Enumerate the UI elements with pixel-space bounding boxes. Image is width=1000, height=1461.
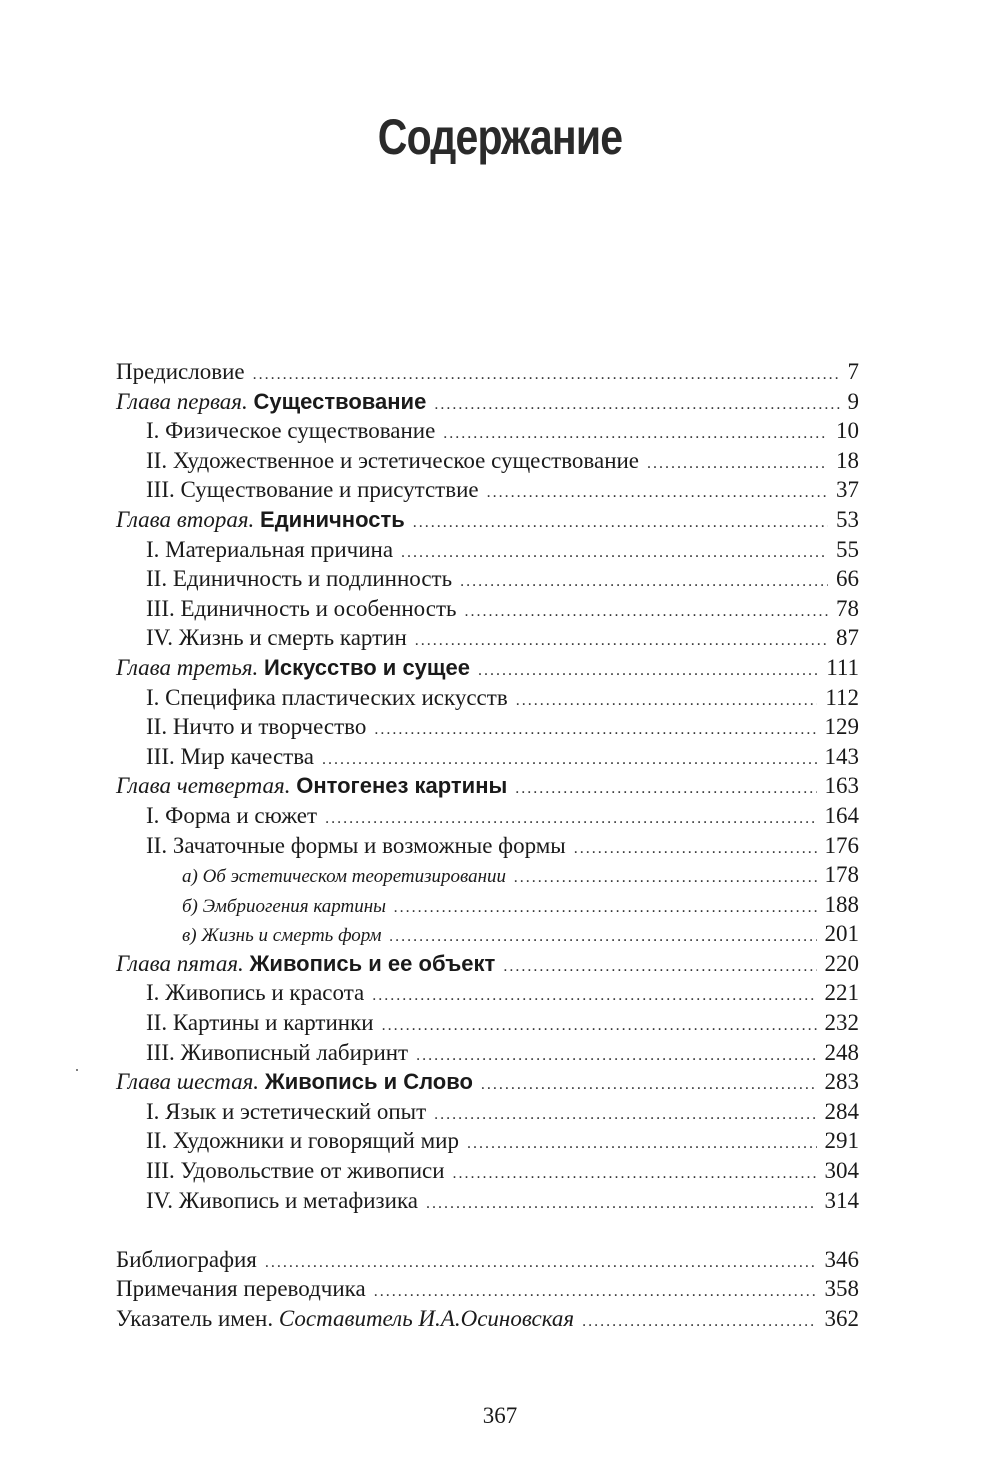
toc-chapter-1[interactable]: [116, 387, 859, 417]
toc-section[interactable]: [116, 742, 859, 772]
toc-page-number: 87: [836, 625, 859, 651]
dot-leader: [514, 863, 816, 893]
toc-entry-label: Библиография: [116, 1246, 257, 1272]
toc-page-number: 55: [836, 536, 859, 562]
toc-section[interactable]: [116, 801, 859, 831]
toc-section[interactable]: [116, 831, 859, 861]
dot-leader: [253, 360, 840, 390]
toc-section[interactable]: [116, 564, 859, 594]
chapter-prefix: Глава вторая.: [116, 506, 255, 532]
toc-section[interactable]: [116, 623, 859, 653]
dot-leader: [465, 597, 829, 627]
toc-subsection[interactable]: [116, 890, 859, 920]
dot-leader: [481, 1070, 817, 1100]
chapter-prefix: Глава первая.: [116, 388, 248, 414]
dot-leader: [382, 1011, 817, 1041]
dot-leader: [478, 656, 818, 686]
chapter-prefix: Глава пятая.: [116, 950, 244, 976]
chapter-prefix: Глава шестая.: [116, 1069, 260, 1095]
dot-leader: [516, 686, 818, 716]
toc-entry-label: III. Единичность и особенность: [146, 595, 457, 621]
chapter-title: Искусство и сущее: [264, 654, 470, 680]
chapter-title: Живопись и Слово: [264, 1069, 473, 1095]
toc-page-number: 7: [847, 359, 859, 384]
toc-entry-bibliography[interactable]: [116, 1245, 859, 1275]
toc-entry-translator-notes[interactable]: [116, 1274, 859, 1304]
toc-entry-label: I. Язык и эстетический опыт: [146, 1098, 427, 1124]
toc-page-number: 163: [824, 773, 859, 799]
toc-section[interactable]: [116, 416, 859, 446]
toc-section[interactable]: [116, 1038, 859, 1068]
toc-entry-label: II. Художественное и эстетическое существование: [146, 447, 640, 473]
toc-section[interactable]: [116, 1186, 859, 1216]
toc-section[interactable]: [116, 535, 859, 565]
dot-leader: [647, 449, 828, 479]
toc-page-number: 164: [824, 802, 859, 828]
toc-entry-label: Предисловие: [116, 359, 245, 384]
toc-section[interactable]: [116, 1008, 859, 1038]
toc-entry-label: II. Ничто и творчество: [146, 714, 367, 740]
toc-entry-label: I. Специфика пластических искусств: [146, 684, 508, 710]
table-of-contents: [116, 357, 859, 1334]
toc-page-number: 9: [847, 388, 859, 414]
toc-entry-label: III. Мир качества: [146, 743, 314, 769]
toc-section[interactable]: [116, 1097, 859, 1127]
dot-leader: [413, 508, 828, 538]
dot-leader: [434, 390, 839, 420]
dot-leader: [515, 774, 816, 804]
toc-page-number: 111: [826, 654, 859, 680]
toc-subsection[interactable]: [116, 919, 859, 949]
toc-entry-label: I. Физическое существование: [146, 418, 436, 444]
toc-page-number: 112: [825, 684, 859, 710]
toc-page-number: 10: [836, 418, 859, 444]
toc-section[interactable]: [116, 1156, 859, 1186]
toc-entry-label: IV. Жизнь и смерть картин: [146, 625, 407, 651]
toc-section[interactable]: [116, 1126, 859, 1156]
toc-page-number: 221: [824, 980, 859, 1006]
dot-leader: [582, 1307, 816, 1337]
page-number: 367: [482, 1403, 518, 1428]
toc-section[interactable]: [116, 712, 859, 742]
toc-entry-label: III. Существование и присутствие: [146, 477, 479, 503]
toc-entry-label: III. Живописный лабиринт: [146, 1039, 409, 1065]
toc-entry-label: а) Об эстетическом теоретизировании: [182, 866, 507, 888]
toc-page-number: 66: [836, 566, 859, 592]
toc-page-number: 201: [824, 921, 859, 947]
toc-page-number: 176: [824, 832, 859, 858]
chapter-prefix: Глава четвертая.: [116, 773, 291, 799]
toc-page-number: 18: [836, 447, 859, 473]
dot-leader: [467, 1129, 817, 1159]
toc-entry-label: II. Художники и говорящий мир: [146, 1128, 459, 1154]
toc-entry-label: I. Живопись и красота: [146, 980, 365, 1006]
dot-leader: [443, 419, 828, 449]
toc-entry-label: II. Зачаточные формы и возможные формы: [146, 832, 566, 858]
dot-leader: [322, 745, 817, 775]
dot-leader: [415, 626, 828, 656]
dot-leader: [460, 567, 828, 597]
chapter-prefix: Глава третья.: [116, 654, 259, 680]
toc-entry-label: б) Эмбриогения картины: [182, 895, 387, 917]
toc-entry-label: I. Форма и сюжет: [146, 802, 318, 828]
toc-subsection[interactable]: [116, 860, 859, 890]
toc-page-number: 291: [824, 1128, 859, 1154]
toc-page-number: 232: [824, 1010, 859, 1036]
toc-section[interactable]: [116, 978, 859, 1008]
dot-leader: [574, 834, 817, 864]
toc-entry-label: Указатель имен.: [116, 1306, 274, 1331]
toc-page-number: 78: [836, 595, 859, 621]
toc-chapter-4[interactable]: [116, 771, 859, 801]
toc-entry-label: Примечания переводчика: [116, 1276, 366, 1302]
toc-page-number: 248: [824, 1039, 859, 1065]
toc-entry-label: IV. Живопись и метафизика: [146, 1187, 418, 1213]
dot-leader: [503, 952, 816, 982]
toc-page-number: 283: [824, 1069, 859, 1095]
toc-chapter-3[interactable]: [116, 653, 859, 683]
toc-section[interactable]: [116, 475, 859, 505]
compiler-credit: Составитель И.А.Осиновская: [278, 1306, 575, 1331]
dot-leader: [487, 478, 828, 508]
chapter-title: Существование: [253, 388, 427, 414]
toc-page-number: 129: [824, 714, 859, 740]
dot-leader: [265, 1248, 817, 1278]
toc-page-number: 178: [824, 862, 859, 888]
toc-page-number: 304: [824, 1158, 859, 1184]
toc-entry-label: I. Материальная причина: [146, 536, 394, 562]
dot-leader: [374, 715, 816, 745]
toc-section[interactable]: [116, 446, 859, 476]
toc-entry-label: в) Жизнь и смерть форм: [182, 925, 382, 947]
dot-leader: [394, 893, 816, 923]
toc-page-number: 37: [836, 477, 859, 503]
dot-leader: [390, 922, 817, 952]
page-title: Содержание: [377, 109, 623, 165]
toc-page-number: 314: [824, 1187, 859, 1213]
toc-entry-preface[interactable]: [116, 357, 859, 387]
toc-page-number: 188: [824, 891, 859, 917]
toc-entry-label: III. Удовольствие от живописи: [146, 1158, 445, 1184]
toc-section[interactable]: [116, 594, 859, 624]
toc-chapter-6[interactable]: [116, 1067, 859, 1097]
toc-page-number: 358: [824, 1276, 859, 1302]
toc-page-number: 346: [824, 1246, 859, 1272]
toc-entry-label: II. Единичность и подлинность: [146, 566, 453, 592]
dot-leader: [374, 1277, 817, 1307]
chapter-title: Живопись и ее объект: [249, 950, 496, 976]
dot-leader: [401, 538, 828, 568]
toc-page-number: 284: [824, 1098, 859, 1124]
toc-chapter-5[interactable]: [116, 949, 859, 979]
toc-page-number: 220: [824, 950, 859, 976]
scan-speck: [76, 1069, 78, 1071]
toc-entry-label: II. Картины и картинки: [146, 1010, 374, 1036]
chapter-title: Единичность: [260, 506, 405, 532]
dot-leader: [325, 804, 816, 834]
chapter-title: Онтогенез картины: [296, 773, 508, 799]
toc-section[interactable]: [116, 683, 859, 713]
toc-page-number: 143: [824, 743, 859, 769]
toc-entry-name-index[interactable]: [116, 1304, 859, 1334]
dot-leader: [372, 981, 816, 1011]
toc-page-number: 53: [836, 506, 859, 532]
dot-leader: [453, 1159, 817, 1189]
toc-page-number: 362: [824, 1306, 859, 1331]
dot-leader: [434, 1100, 816, 1130]
dot-leader: [416, 1041, 816, 1071]
toc-chapter-2[interactable]: [116, 505, 859, 535]
dot-leader: [426, 1189, 817, 1219]
